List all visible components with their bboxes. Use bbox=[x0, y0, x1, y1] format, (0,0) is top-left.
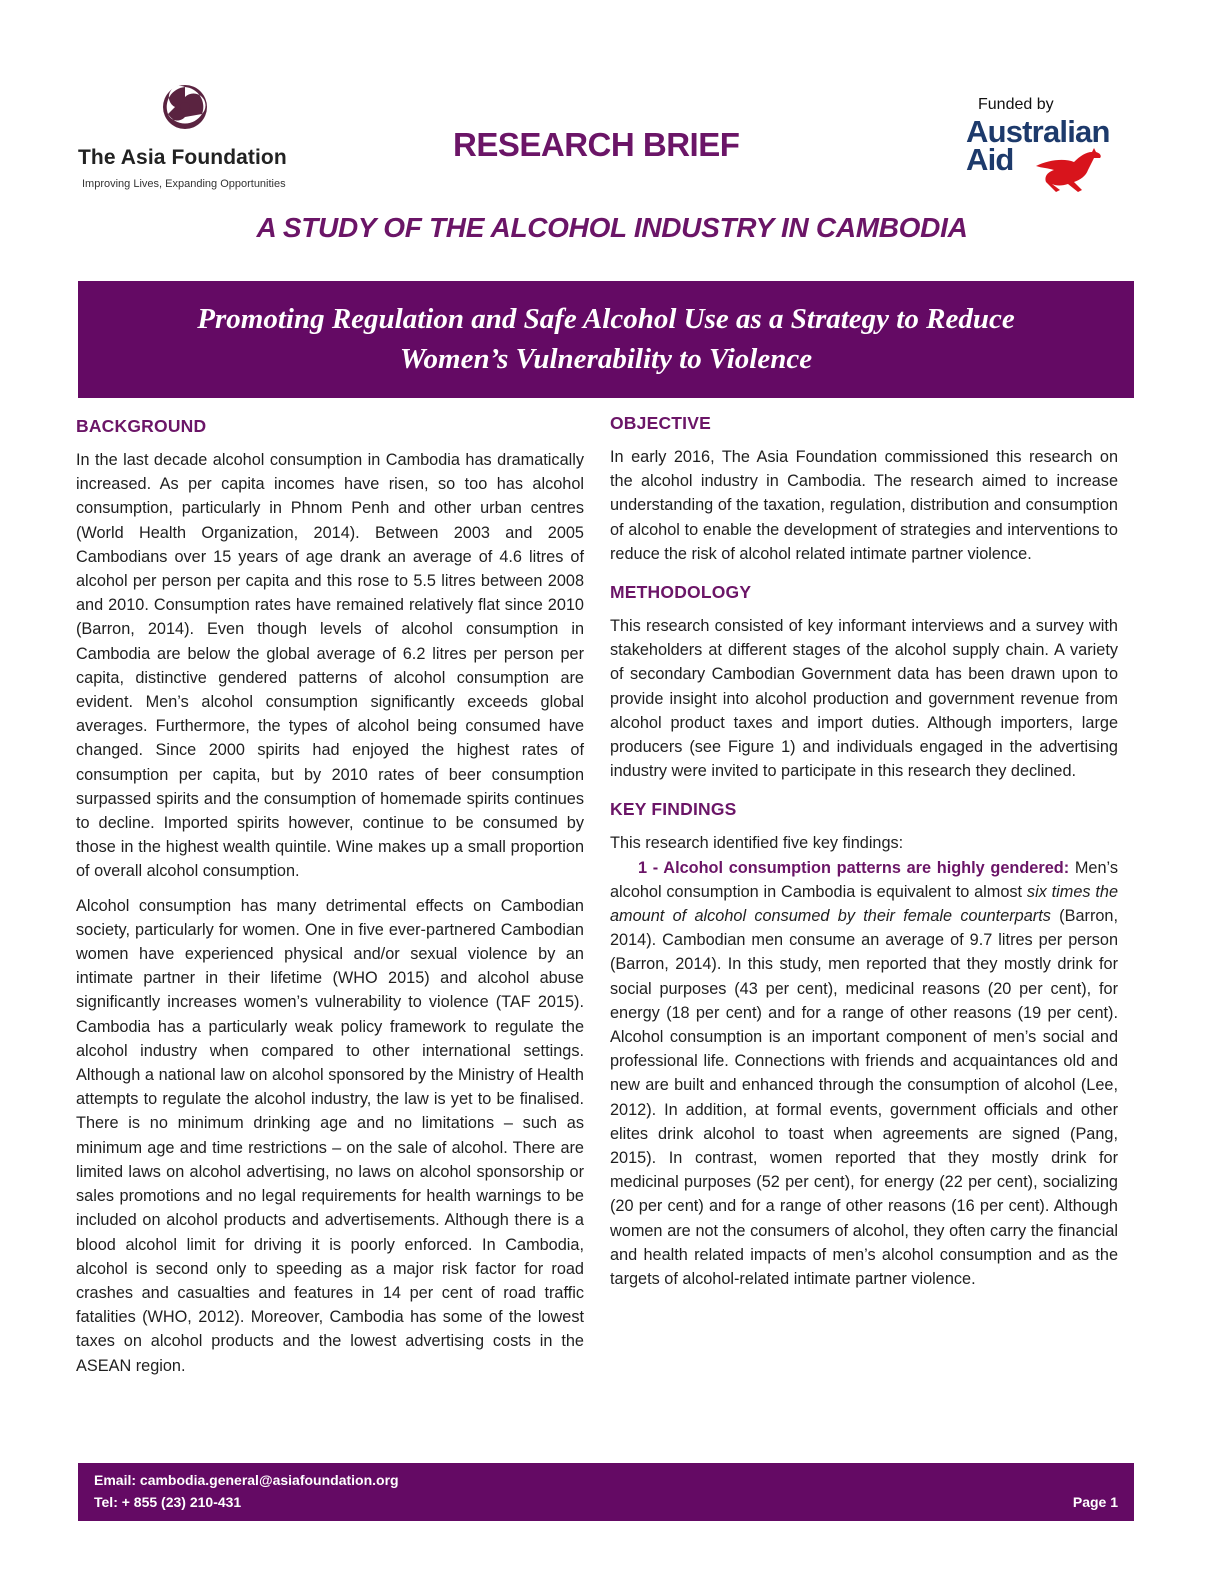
objective-heading: OBJECTIVE bbox=[610, 413, 711, 433]
funder-line-2: Aid bbox=[966, 142, 1014, 177]
background-heading: BACKGROUND bbox=[76, 416, 207, 436]
research-brief-label: RESEARCH BRIEF bbox=[453, 126, 740, 163]
objective-paragraph: In early 2016, The Asia Foundation commissioned this research on the alcohol industry in Cambodia. The research aimed to increase understanding of the taxation, regulation, distribution and consumption of alcohol to enable the development of strategies and interventions to reduce the risk of alcohol related intimate partner violence. bbox=[610, 448, 1118, 563]
key-findings-intro: This research identified five key findings: bbox=[610, 834, 904, 853]
banner-line-1: Promoting Regulation and Safe Alcohol Use as a Strategy to Reduce bbox=[197, 303, 1015, 335]
left-column bbox=[76, 414, 584, 1378]
background-paragraph-2: Alcohol consumption has many detrimental effects on Cambodian society, particularly for women. One in five ever-partnered Cambodian women have experienced physical and/or sexual violence by an intimate partner in their lifetime (WHO 2015) and alcohol abuse significantly increases women’s vulnerability to violence (TAF 2015). Cambodia has a particularly weak policy framework to regulate the alcohol industry when compared to other international settings. Although a national law on alcohol sponsored by the Ministry of Health attempts to regulate the alcohol industry, the law is yet to be finalised. There is no minimum drinking age and no limitations – such as minimum age and time restrictions – on the sale of alcohol. There are limited laws on alcohol advertising, no laws on alcohol sponsorship or sales promotions and no legal requirements for health warnings to be included on alcohol products and advertisements. Although there is a blood alcohol limit for driving it is poorly enforced. In Cambodia, alcohol is second only to speeding as a major risk factor for road crashes and casualties and features in 14 per cent of road traffic fatalities (WHO, 2012). Moreover, Cambodia has some of the lowest taxes on alcohol products and the lowest advertising costs in the ASEAN region. bbox=[76, 896, 584, 1375]
methodology-paragraph: This research consisted of key informant interviews and a survey with stakeholders at different stages of the alcohol supply chain. A variety of secondary Cambodian Government data has been drawn upon to provide insight into alcohol production and government revenue from alcohol product taxes and import duties. Although importers, large producers (see Figure 1) and individuals engaged in the advertising industry were invited to participate in this research they declined. bbox=[610, 617, 1118, 781]
finding-1-text-b: (Barron, 2014). Cambodian men consume an average of 9.7 litres per person (Barron, 2014). In this study, men reported that they mostly drink for social purposes (43 per cent), medicinal reasons (20 per cent), for energy (18 per cent) and for a range of other reasons (19 per cent). Alcohol consumption is an important component of men’s social and professional life. Connections with friends and acquaintances old and new are built and enhanced through the consumption of alcohol (Lee, 2012). In addition, at formal events, government officials and other elites drink alcohol to toast when agreements are signed (Pang, 2015). In contrast, women reported that they mostly drink for medicinal purposes (52 per cent), for energy (22 per cent), socializing (20 per cent) and for a range of other reasons (16 per cent). Although women are not the consumers of alcohol, they often carry the financial and health related impacts of men’s alcohol consumption and as the targets of alcohol-related intimate partner violence. bbox=[610, 907, 1118, 1289]
study-title: A STUDY OF THE ALCOHOL INDUSTRY IN CAMBODIA bbox=[256, 212, 968, 243]
subtitle-banner bbox=[78, 281, 1134, 398]
page-number: Page 1 bbox=[1072, 1494, 1118, 1510]
footer-telephone: Tel: + 855 (23) 210-431 bbox=[94, 1494, 242, 1510]
finding-1-text-a: Men’s alcohol consumption in Cambodia is equivalent to almost bbox=[610, 858, 1118, 901]
methodology-heading: METHODOLOGY bbox=[610, 582, 752, 603]
org-tagline: Improving Lives, Expanding Opportunities bbox=[82, 178, 286, 190]
org-name: The Asia Foundation bbox=[78, 146, 287, 169]
background-paragraph-1: In the last decade alcohol consumption in Cambodia has dramatically increased. As per capita incomes have risen, so too has alcohol consumption, particularly in Phnom Penh and other urban centres (World Health Organization, 2014). Between 2003 and 2005 Cambodians over 15 years of age drank an average of 4.6 litres of alcohol per person per capita and this rose to 5.5 litres between 2008 and 2010. Consumption rates have remained relatively flat since 2010 (Barron, 2014). Even though levels of alcohol consumption in Cambodia are below the global average of 6.2 litres per person per capita, distinctive gendered patterns of alcohol consumption are evident. Men’s alcohol consumption significantly exceeds global averages. Furthermore, the types of alcohol being consumed have changed. Since 2000 spirits had enjoyed the highest rates of consumption per capita, but by 2010 rates of beer consumption surpassed spirits and the consumption of homemade spirits continues to decline. Imported spirits however, continue to be consumed by those in the highest wealth quintile. Wine makes up a small proportion of overall alcohol consumption. bbox=[76, 451, 584, 881]
key-findings-heading: KEY FINDINGS bbox=[610, 799, 737, 820]
funded-by-label: Funded by bbox=[978, 96, 1054, 113]
asia-foundation-logo-icon bbox=[162, 84, 208, 130]
funder-line-1: Australian bbox=[966, 114, 1110, 149]
footer-bar bbox=[78, 1463, 1134, 1521]
banner-line-2: Women’s Vulnerability to Violence bbox=[399, 343, 813, 375]
kangaroo-icon bbox=[1034, 146, 1106, 194]
finding-1-italic: six times the amount of alcohol consumed by their female counterparts bbox=[610, 882, 1119, 926]
finding-1-heading: 1 - Alcohol consumption patterns are highly gendered: bbox=[638, 858, 1070, 877]
australian-aid-logo bbox=[966, 114, 1141, 194]
right-column bbox=[610, 411, 1118, 1291]
footer-email[interactable]: Email: cambodia.general@asiafoundation.org bbox=[94, 1472, 399, 1488]
finding-1 bbox=[610, 856, 1118, 1292]
